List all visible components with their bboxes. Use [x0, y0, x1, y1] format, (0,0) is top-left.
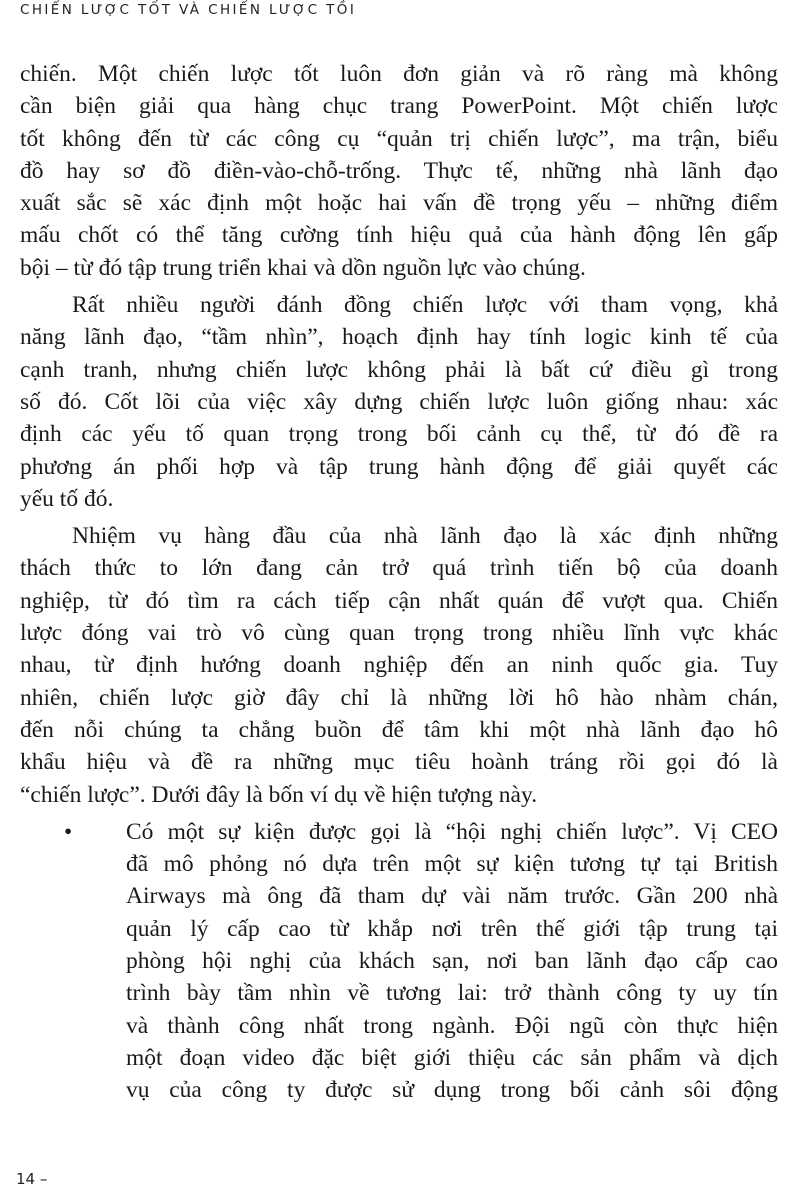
- text-line: lược đóng vai trò vô cùng quan trọng trong nhiều lĩnh vực khác: [20, 620, 778, 647]
- text-line: thách thức to lớn đang cản trở quá trình tiến bộ của doanh: [20, 555, 778, 582]
- text-line: mấu chốt có thể tăng cường tính hiệu quả của hành động lên gấp: [20, 222, 778, 249]
- text-line: chiến. Một chiến lược tốt luôn đơn giản và rõ ràng mà không: [20, 61, 778, 87]
- paragraph: [20, 520, 778, 811]
- text-line: và thành công nhất trong ngành. Đội ngũ còn thực hiện: [126, 1012, 778, 1039]
- text-line: xuất sắc sẽ xác định một hoặc hai vấn đề trọng yếu – những điểm: [20, 190, 778, 217]
- paragraph: [20, 289, 778, 515]
- text-line: nhiên, chiến lược giờ đây chỉ là những lời hô hào nhàm chán,: [20, 684, 778, 711]
- running-header: CHIẾN LƯỢC TỐT VÀ CHIẾN LƯỢC TỒI: [20, 2, 357, 18]
- text-line: cạnh tranh, nhưng chiến lược không phải là bất cứ điều gì trong: [20, 356, 778, 383]
- text-line: năng lãnh đạo, “tầm nhìn”, hoạch định hay tính logic kinh tế của: [20, 324, 778, 351]
- text-line: bội – từ đó tập trung triển khai và dồn nguồn lực vào chúng.: [20, 254, 586, 281]
- text-line: đến nỗi chúng ta chẳng buồn để tâm khi một nhà lãnh đạo hô: [20, 716, 778, 743]
- text-line: quản lý cấp cao từ khắp nơi trên thế giới tập trung tại: [126, 915, 778, 942]
- text-line: số đó. Cốt lõi của việc xây dựng chiến lược luôn giống nhau: xác: [20, 388, 778, 415]
- text-line: vụ của công ty được sử dụng trong bối cảnh sôi động: [126, 1077, 778, 1104]
- bullet-item: [20, 816, 778, 1107]
- text-line: Rất nhiều người đánh đồng chiến lược với tham vọng, khả: [72, 292, 778, 319]
- text-line: phòng hội nghị của khách sạn, nơi ban lãnh đạo cấp cao: [126, 948, 778, 975]
- text-line: phương án phối hợp và tập trung hành động để giải quyết các: [20, 453, 778, 480]
- text-line: đã mô phỏng nó dựa trên một sự kiện tương tự tại British: [126, 851, 778, 878]
- text-line: “chiến lược”. Dưới đây là bốn ví dụ về hiện tượng này.: [20, 781, 538, 808]
- bullet-marker: •: [64, 818, 73, 845]
- text-line: nhau, từ định hướng doanh nghiệp đến an ninh quốc gia. Tuy: [20, 652, 778, 679]
- text-line: định các yếu tố quan trọng trong bối cảnh cụ thể, từ đó đề ra: [20, 421, 778, 448]
- text-line: tốt không đến từ các công cụ “quản trị chiến lược”, ma trận, biểu: [20, 125, 778, 152]
- text-line: Nhiệm vụ hàng đầu của nhà lãnh đạo là xác định những: [72, 523, 778, 550]
- text-line: khẩu hiệu và đề ra những mục tiêu hoành tráng rồi gọi đó là: [20, 749, 778, 776]
- text-line: nghiệp, từ đó tìm ra cách tiếp cận nhất quán để vượt qua. Chiến: [20, 587, 778, 614]
- text-line: đồ hay sơ đồ điền-vào-chỗ-trống. Thực tế, những nhà lãnh đạo: [20, 157, 778, 184]
- paragraph: [20, 58, 778, 284]
- text-line: trình bày tầm nhìn về tương lai: trở thành công ty uy tín: [126, 980, 778, 1007]
- text-line: một đoạn video đặc biệt giới thiệu các sản phẩm và dịch: [126, 1044, 778, 1071]
- text-line: Có một sự kiện được gọi là “hội nghị chiến lược”. Vị CEO: [126, 818, 778, 845]
- text-line: cần biện giải qua hàng chục trang PowerPoint. Một chiến lược: [20, 93, 778, 120]
- page-number: 14 –: [16, 1170, 48, 1188]
- text-line: yếu tố đó.: [20, 485, 114, 512]
- text-line: Airways mà ông đã tham dự vài năm trước. Gần 200 nhà: [126, 883, 778, 910]
- page-body: [20, 58, 778, 1107]
